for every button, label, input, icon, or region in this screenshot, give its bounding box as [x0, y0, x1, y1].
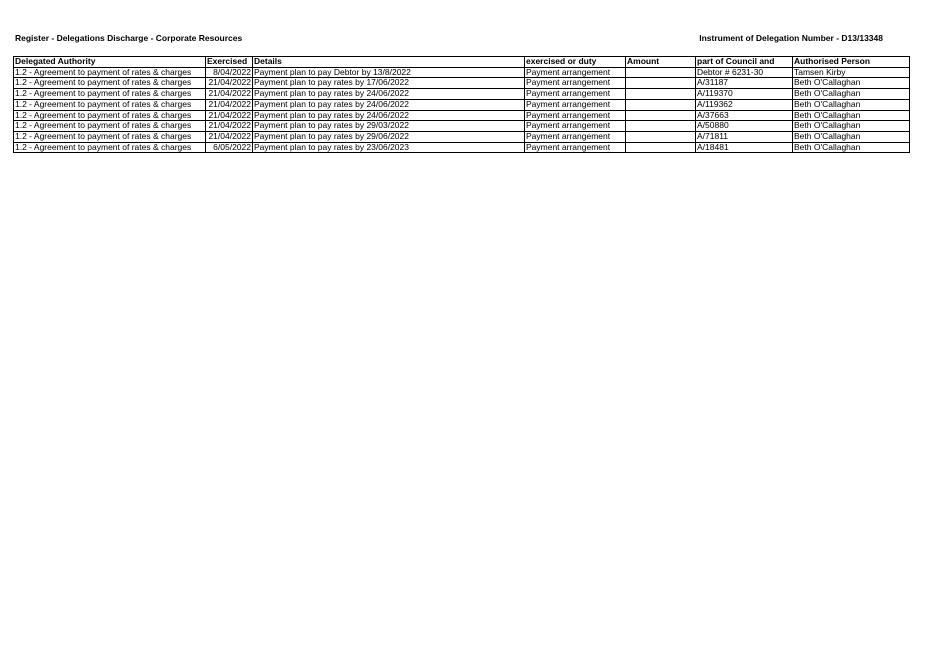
cell-exercised-date: 21/04/2022: [206, 131, 253, 142]
cell-exercised-or-duty: Payment arrangement: [525, 67, 626, 78]
cell-amount: [626, 142, 696, 153]
cell-part-of-council: A/37663: [696, 110, 793, 121]
cell-exercised-or-duty: Payment arrangement: [525, 99, 626, 110]
cell-delegated-authority: 1.2 - Agreement to payment of rates & charges: [14, 131, 206, 142]
cell-exercised-or-duty: Payment arrangement: [525, 110, 626, 121]
cell-authorised-person: Beth O'Callaghan: [793, 110, 910, 121]
cell-amount: [626, 78, 696, 89]
column-header-exercised-or-duty: exercised or duty: [525, 57, 626, 68]
cell-exercised-date: 6/05/2022: [206, 142, 253, 153]
cell-authorised-person: Beth O'Callaghan: [793, 142, 910, 153]
cell-exercised-date: 21/04/2022: [206, 110, 253, 121]
cell-exercised-date: 21/04/2022: [206, 89, 253, 100]
table-row: [14, 89, 910, 100]
cell-details: Payment plan to pay rates by 24/06/2022: [253, 89, 525, 100]
cell-part-of-council: A/31187: [696, 78, 793, 89]
cell-authorised-person: Beth O'Callaghan: [793, 78, 910, 89]
cell-amount: [626, 131, 696, 142]
cell-exercised-or-duty: Payment arrangement: [525, 89, 626, 100]
column-header-delegated-authority: Delegated Authority: [14, 57, 206, 68]
cell-delegated-authority: 1.2 - Agreement to payment of rates & charges: [14, 99, 206, 110]
cell-part-of-council: A/71811: [696, 131, 793, 142]
cell-delegated-authority: 1.2 - Agreement to payment of rates & charges: [14, 67, 206, 78]
cell-part-of-council: A/18481: [696, 142, 793, 153]
cell-amount: [626, 99, 696, 110]
column-header-details: Details: [253, 57, 525, 68]
table-row: [14, 110, 910, 121]
cell-details: Payment plan to pay rates by 29/06/2022: [253, 131, 525, 142]
table-header-row: [14, 57, 910, 68]
cell-authorised-person: Beth O'Callaghan: [793, 89, 910, 100]
table-row: [14, 121, 910, 132]
cell-part-of-council: A/119362: [696, 99, 793, 110]
cell-delegated-authority: 1.2 - Agreement to payment of rates & charges: [14, 110, 206, 121]
table-row: [14, 99, 910, 110]
table-row: [14, 67, 910, 78]
column-header-authorised-person: Authorised Person: [793, 57, 910, 68]
table-row: [14, 78, 910, 89]
cell-delegated-authority: 1.2 - Agreement to payment of rates & charges: [14, 121, 206, 132]
page-header: [15, 33, 883, 45]
cell-exercised-date: 21/04/2022: [206, 99, 253, 110]
column-header-exercised: Exercised: [206, 57, 253, 68]
cell-exercised-or-duty: Payment arrangement: [525, 142, 626, 153]
cell-details: Payment plan to pay Debtor by 13/8/2022: [253, 67, 525, 78]
cell-authorised-person: Beth O'Callaghan: [793, 121, 910, 132]
register-title: Register - Delegations Discharge - Corporate Resources: [15, 33, 243, 43]
cell-exercised-or-duty: Payment arrangement: [525, 78, 626, 89]
cell-exercised-or-duty: Payment arrangement: [525, 131, 626, 142]
column-header-amount: Amount: [626, 57, 696, 68]
cell-part-of-council: A/119370: [696, 89, 793, 100]
cell-authorised-person: Tamsen Kirby: [793, 67, 910, 78]
cell-authorised-person: Beth O'Callaghan: [793, 131, 910, 142]
cell-exercised-or-duty: Payment arrangement: [525, 121, 626, 132]
cell-exercised-date: 21/04/2022: [206, 121, 253, 132]
cell-details: Payment plan to pay rates by 24/06/2022: [253, 110, 525, 121]
cell-delegated-authority: 1.2 - Agreement to payment of rates & charges: [14, 89, 206, 100]
table-row: [14, 131, 910, 142]
cell-amount: [626, 67, 696, 78]
cell-delegated-authority: 1.2 - Agreement to payment of rates & charges: [14, 78, 206, 89]
cell-exercised-date: 21/04/2022: [206, 78, 253, 89]
cell-part-of-council: A/50880: [696, 121, 793, 132]
cell-amount: [626, 121, 696, 132]
cell-amount: [626, 110, 696, 121]
cell-details: Payment plan to pay rates by 24/06/2022: [253, 99, 525, 110]
cell-amount: [626, 89, 696, 100]
delegations-table: [13, 56, 910, 153]
cell-details: Payment plan to pay rates by 23/06/2023: [253, 142, 525, 153]
cell-details: Payment plan to pay rates by 17/06/2022: [253, 78, 525, 89]
table-row: [14, 142, 910, 153]
column-header-part-of-council: part of Council and: [696, 57, 793, 68]
cell-delegated-authority: 1.2 - Agreement to payment of rates & charges: [14, 142, 206, 153]
instrument-number: Instrument of Delegation Number - D13/13348: [699, 33, 883, 43]
cell-exercised-date: 8/04/2022: [206, 67, 253, 78]
cell-details: Payment plan to pay rates by 29/03/2022: [253, 121, 525, 132]
cell-part-of-council: Debtor # 6231-30: [696, 67, 793, 78]
cell-authorised-person: Beth O'Callaghan: [793, 99, 910, 110]
